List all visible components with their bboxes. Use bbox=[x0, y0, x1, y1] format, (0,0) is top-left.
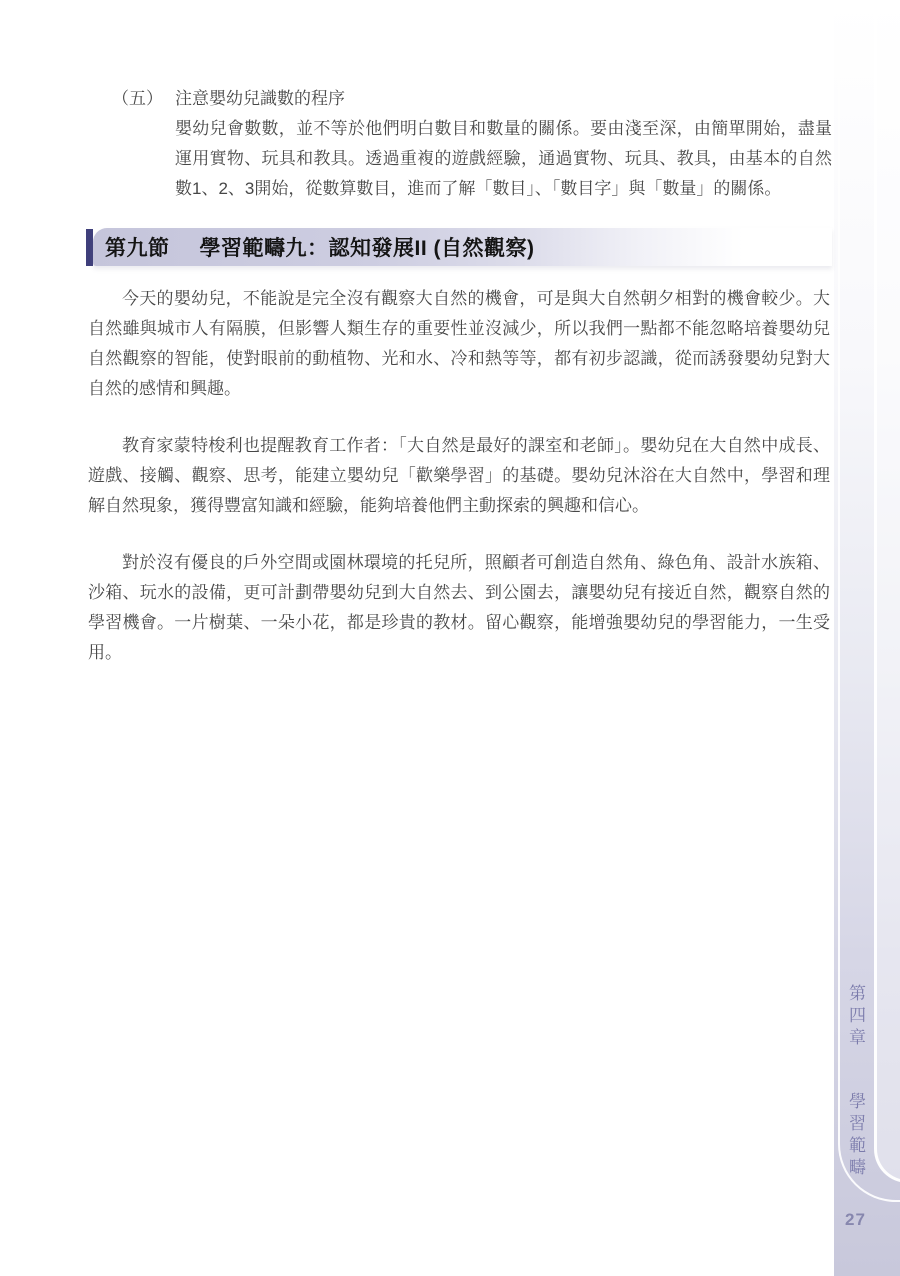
list-item-five bbox=[88, 84, 832, 204]
paragraph: 今天的嬰幼兒，不能說是完全沒有觀察大自然的機會，可是與大自然朝夕相對的機會較少。大自然雖與城市人有隔膜，但影響人類生存的重要性並沒減少，所以我們一點都不能忽略培養嬰幼兒自然觀察的智能，使對眼前的動植物、光和水、冷和熱等等，都有初步認識，從而誘發嬰幼兒對大自然的感情和興趣。 bbox=[88, 289, 830, 398]
section-header-bar bbox=[86, 228, 832, 266]
page-number: 27 bbox=[845, 1210, 866, 1229]
list-item-marker: （五） bbox=[112, 89, 163, 108]
list-item-body: 嬰幼兒會數數，並不等於他們明白數目和數量的關係。要由淺至深，由簡單開始，盡量運用實物、玩具和教具。透過重複的遊戲經驗，通過實物、玩具、教具，由基本的自然數1、2、3開始，從數算數目，進而了解「數目」、「數目字」與「數量」的關係。 bbox=[175, 119, 832, 198]
body-text bbox=[88, 284, 830, 695]
section-header-tab bbox=[86, 229, 93, 266]
list-item-content bbox=[175, 84, 832, 204]
paragraph: 對於沒有優良的戶外空間或園林環境的托兒所，照顧者可創造自然角、綠色角、設計水族箱、沙箱、玩水的設備，更可計劃帶嬰幼兒到大自然去、到公園去，讓嬰幼兒有接近自然，觀察自然的學習機會。一片樹葉、一朵小花，都是珍貴的教材。留心觀察，能增強嬰幼兒的學習能力，一生受用。 bbox=[88, 553, 830, 662]
list-item-title: 注意嬰幼兒識數的程序 bbox=[175, 89, 345, 108]
section-number: 第九節 bbox=[105, 237, 170, 260]
chapter-label-section: 學習範疇 bbox=[846, 1092, 865, 1180]
section-header-body bbox=[93, 228, 832, 266]
chapter-label bbox=[847, 984, 864, 1180]
paragraph: 教育家蒙特梭利也提醒教育工作者：「大自然是最好的課室和老師」。嬰幼兒在大自然中成長、遊戲、接觸、觀察、思考，能建立嬰幼兒「歡樂學習」的基礎。嬰幼兒沐浴在大自然中，學習和理解自然現象，獲得豐富知識和經驗，能夠培養他們主動探索的興趣和信心。 bbox=[88, 436, 830, 515]
chapter-label-chapter: 第四章 bbox=[846, 984, 865, 1050]
chapter-sidebar bbox=[834, 0, 900, 1276]
section-title: 學習範疇九：認知發展II (自然觀察) bbox=[199, 237, 535, 260]
